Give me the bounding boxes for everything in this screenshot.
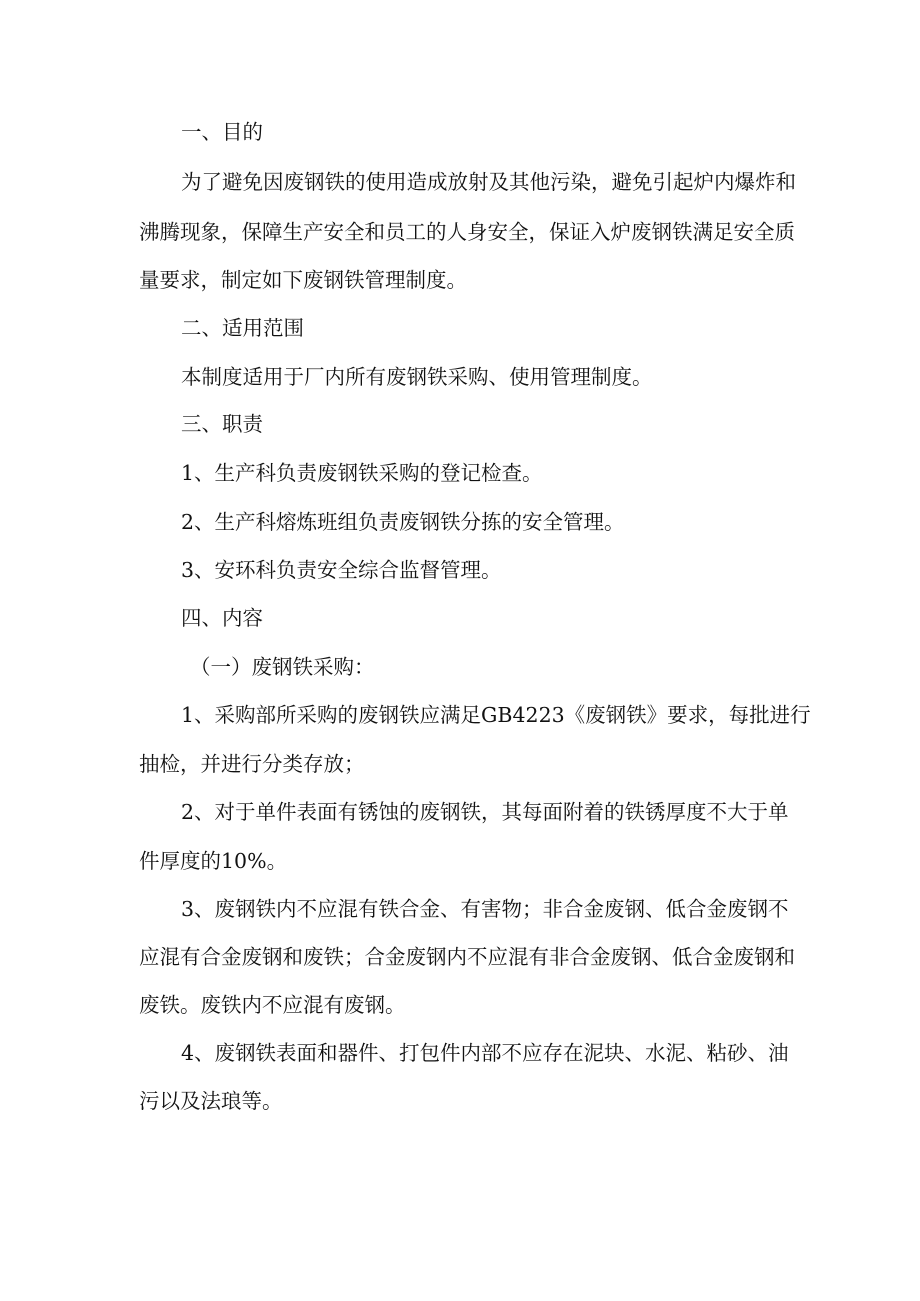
content-item-1-line-1: 1、采购部所采购的废钢铁应满足GB4223《废钢铁》要求，每批进行 [181, 703, 811, 727]
heading-scope: 二、适用范围 [181, 316, 304, 340]
heading-responsibilities: 三、职责 [181, 412, 263, 436]
purpose-paragraph-line-1: 为了避免因废钢铁的使用造成放射及其他污染，避免引起炉内爆炸和 [181, 170, 796, 194]
responsibility-item-3: 3、安环科负责安全综合监督管理。 [181, 558, 502, 582]
responsibility-item-2: 2、生产科熔炼班组负责废钢铁分拣的安全管理。 [181, 510, 625, 534]
content-item-3-line-3: 废铁。废铁内不应混有废钢。 [139, 993, 406, 1017]
heading-content: 四、内容 [181, 606, 263, 630]
content-item-2-line-1: 2、对于单件表面有锈蚀的废钢铁，其每面附着的铁锈厚度不大于单 [181, 800, 789, 824]
content-item-1-line-2: 抽检，并进行分类存放； [139, 752, 365, 776]
purpose-paragraph-line-2: 沸腾现象，保障生产安全和员工的人身安全，保证入炉废钢铁满足安全质 [139, 220, 795, 244]
purpose-paragraph-line-3: 量要求，制定如下废钢铁管理制度。 [139, 268, 467, 292]
responsibility-item-1: 1、生产科负责废钢铁采购的登记检查。 [181, 461, 543, 485]
content-item-4-line-2: 污以及法琅等。 [139, 1089, 283, 1113]
content-item-4-line-1: 4、废钢铁表面和器件、打包件内部不应存在泥块、水泥、粘砂、油 [181, 1041, 789, 1065]
content-item-3-line-1: 3、废钢铁内不应混有铁合金、有害物；非合金废钢、低合金废钢不 [181, 897, 789, 921]
scope-paragraph: 本制度适用于厂内所有废钢铁采购、使用管理制度。 [181, 365, 653, 389]
heading-purpose: 一、目的 [181, 120, 263, 144]
content-subheading-procurement: （一）废钢铁采购： [190, 655, 375, 679]
content-item-2-line-2: 件厚度的10%。 [139, 849, 288, 873]
content-item-3-line-2: 应混有合金废钢和废铁；合金废钢内不应混有非合金废钢、低合金废钢和 [139, 945, 795, 969]
